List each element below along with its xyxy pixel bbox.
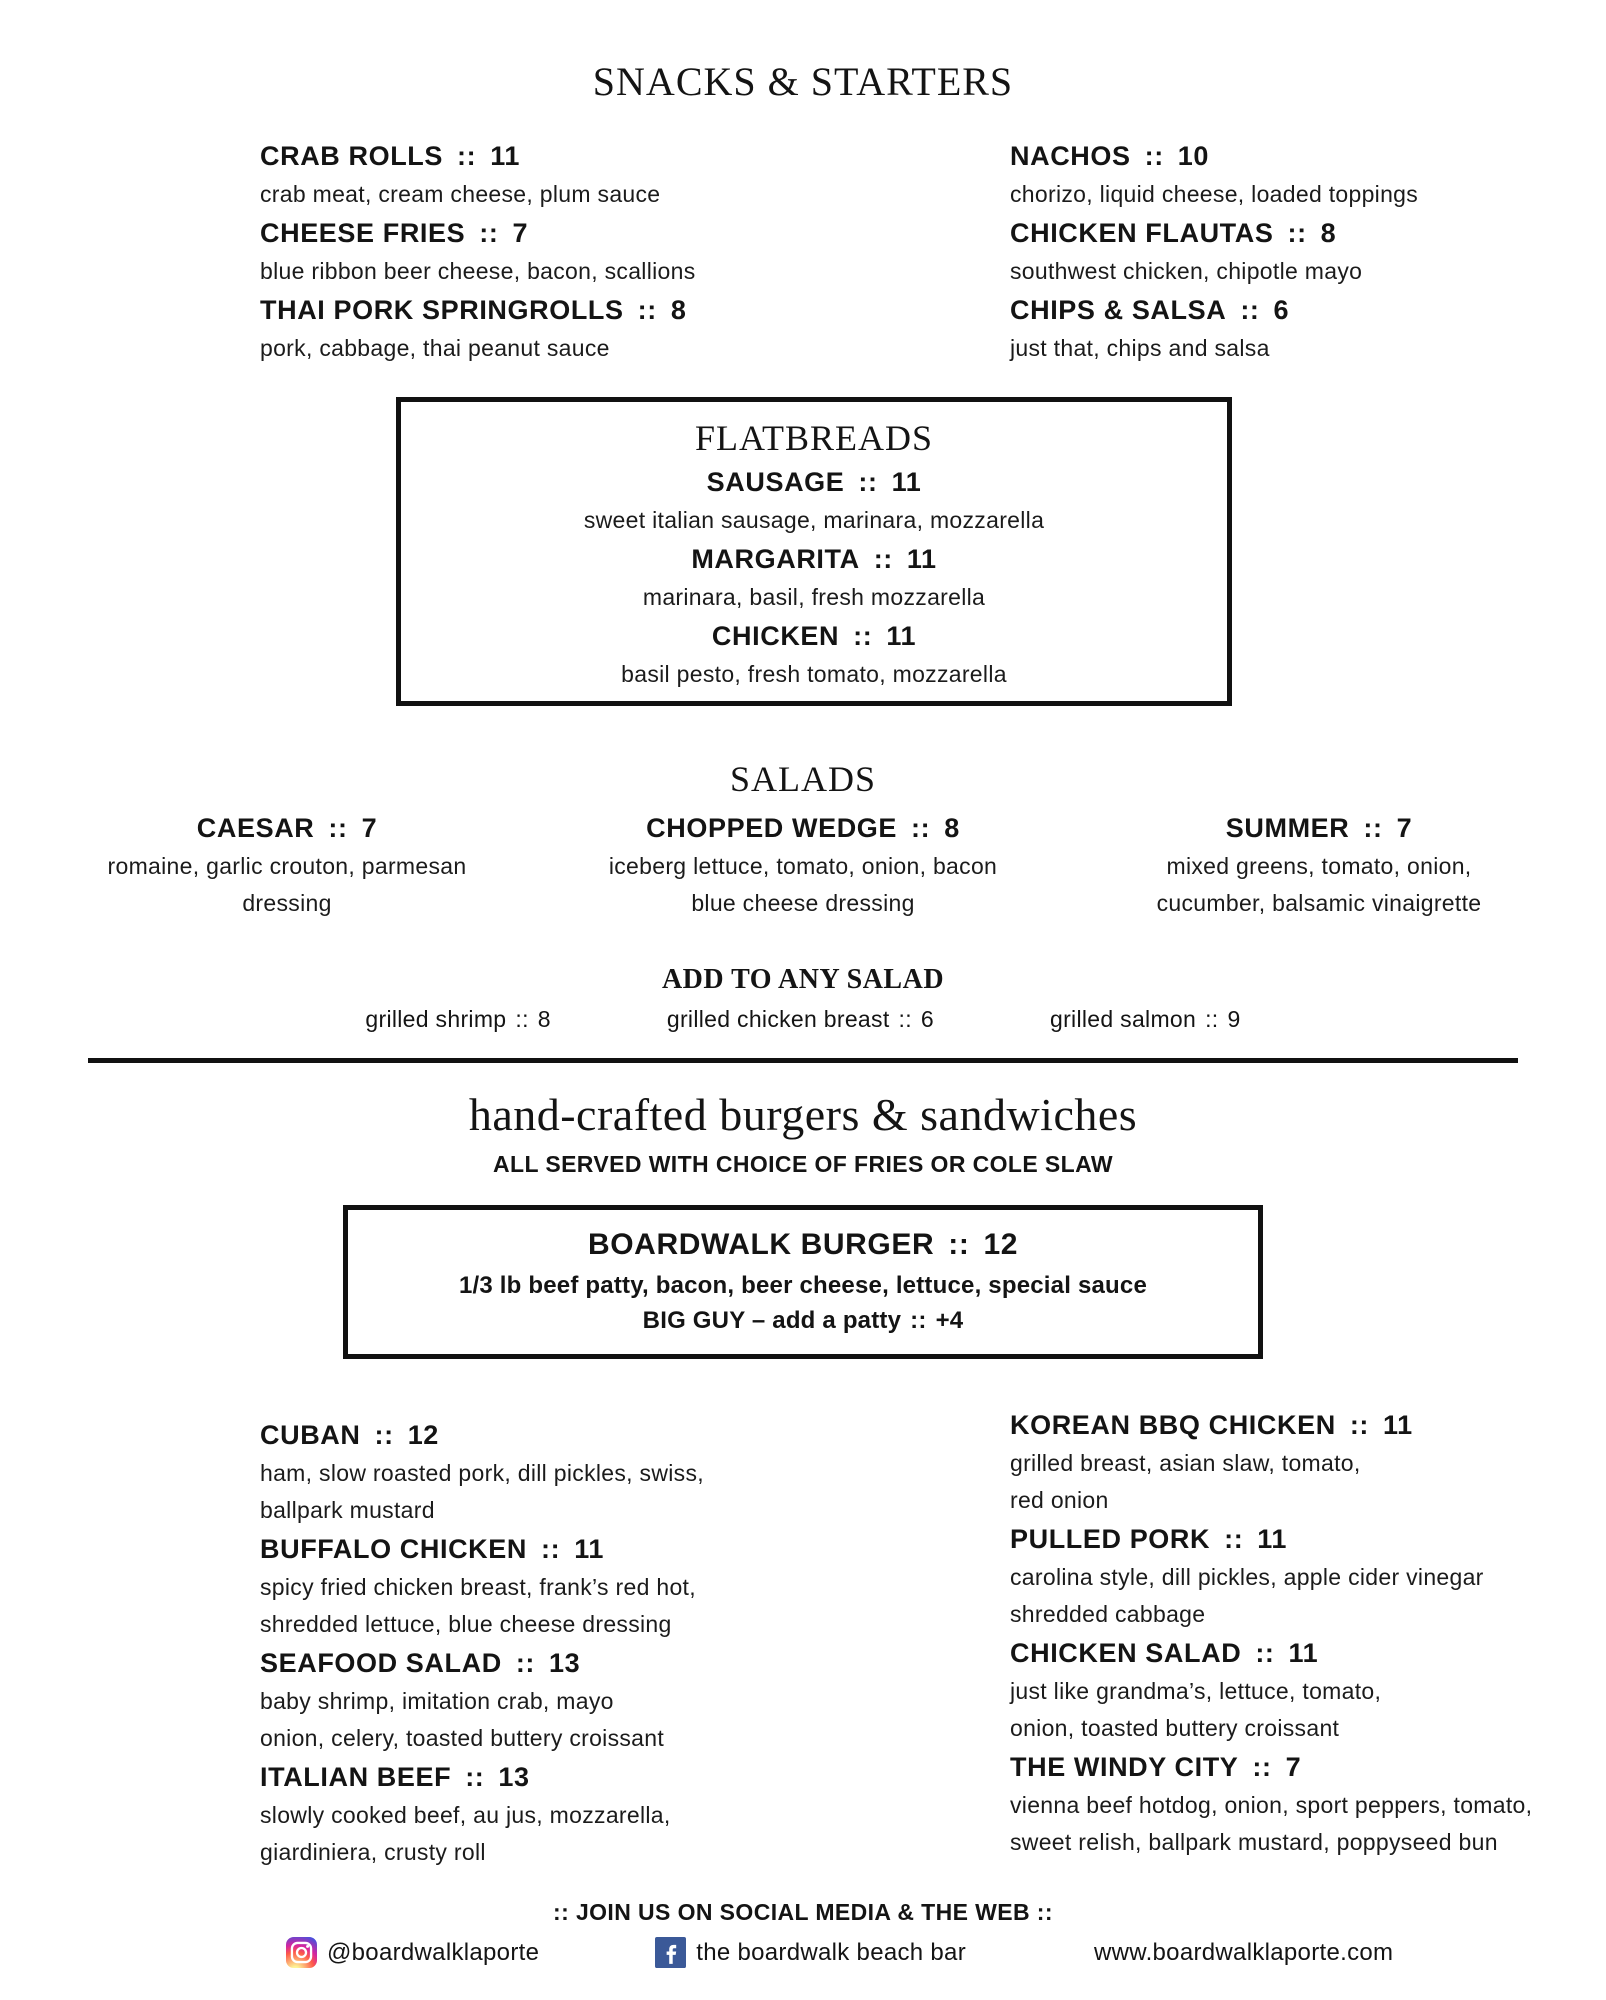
item-title: BUFFALO CHICKEN <box>260 1534 527 1564</box>
menu-item <box>260 1643 1010 1757</box>
section-title-burgers: hand-crafted burgers & sandwiches <box>468 1089 1138 1140</box>
item-price: 11 <box>906 544 937 574</box>
item-price: 7 <box>1396 813 1413 843</box>
item-price: 13 <box>498 1762 530 1792</box>
price-separator: :: <box>1205 1006 1219 1032</box>
item-description-line: slowly cooked beef, au jus, mozzarella, <box>260 1802 671 1828</box>
addon-price: 6 <box>920 1006 934 1032</box>
menu-item <box>1010 1747 1606 1861</box>
item-price: 11 <box>886 621 917 651</box>
item-description-line: giardiniera, crusty roll <box>260 1839 486 1865</box>
item-title: SUMMER <box>1225 813 1350 843</box>
website-entry <box>1094 1939 1393 1967</box>
menu-item <box>1010 1519 1606 1633</box>
item-description-line: sweet relish, ballpark mustard, poppyseed bun <box>1010 1829 1498 1855</box>
instagram-entry <box>286 1937 539 1968</box>
addon-price: 8 <box>537 1006 551 1032</box>
item-description-line: red onion <box>1010 1487 1109 1513</box>
price-separator: :: <box>1240 295 1260 325</box>
item-description-line: shredded lettuce, blue cheese dressing <box>260 1611 672 1637</box>
item-price: 11 <box>891 467 922 497</box>
item-title: CHIPS & SALSA <box>1010 295 1227 325</box>
item-price: 8 <box>670 295 687 325</box>
price-separator: :: <box>1255 1638 1275 1668</box>
item-title: ITALIAN BEEF <box>260 1762 452 1792</box>
item-description-line: carolina style, dill pickles, apple cider vinegar <box>1010 1564 1484 1590</box>
item-description: basil pesto, fresh tomato, mozzarella <box>621 661 1007 687</box>
price-separator: :: <box>457 141 477 171</box>
item-price: 11 <box>1257 1524 1288 1554</box>
salad-addon <box>1050 1002 1241 1036</box>
item-title: NACHOS <box>1010 141 1131 171</box>
item-title: SEAFOOD SALAD <box>260 1648 502 1678</box>
price-separator: :: <box>479 218 499 248</box>
item-description: 1/3 lb beef patty, bacon, beer cheese, lettuce, special sauce <box>458 1272 1148 1299</box>
price-separator: :: <box>1252 1752 1272 1782</box>
addon-label: BIG GUY – add a patty <box>642 1307 902 1334</box>
price-separator: :: <box>374 1420 394 1450</box>
price-separator: :: <box>515 1648 535 1678</box>
footer-social-row <box>0 1937 1606 1968</box>
price-separator: :: <box>515 1006 529 1032</box>
instagram-icon <box>286 1937 317 1968</box>
menu-item <box>260 136 1010 213</box>
price-separator: :: <box>910 1307 927 1334</box>
menu-item <box>260 213 1010 290</box>
item-price: 7 <box>1285 1752 1302 1782</box>
facebook-page-name: the boardwalk beach bar <box>696 1938 966 1966</box>
section-title-salads: SALADS <box>729 759 877 799</box>
item-title: CHICKEN FLAUTAS <box>1010 218 1274 248</box>
item-description: chorizo, liquid cheese, loaded toppings <box>1010 181 1419 207</box>
item-title: THE WINDY CITY <box>1010 1752 1239 1782</box>
item-title: CHICKEN <box>711 621 840 651</box>
price-separator: :: <box>1287 218 1307 248</box>
item-title: CRAB ROLLS <box>260 141 443 171</box>
item-description-line: ham, slow roasted pork, dill pickles, swiss, <box>260 1460 704 1486</box>
item-price: 8 <box>944 813 960 843</box>
item-description-line: just like grandma’s, lettuce, tomato, <box>1010 1678 1382 1704</box>
item-description: blue ribbon beer cheese, bacon, scallions <box>260 258 696 284</box>
price-separator: :: <box>911 813 931 843</box>
item-title: PULLED PORK <box>1010 1524 1211 1554</box>
website-url: www.boardwalklaporte.com <box>1094 1938 1394 1966</box>
menu-item <box>411 462 1217 539</box>
price-separator: :: <box>541 1534 561 1564</box>
menu-item <box>260 1529 1010 1643</box>
salad-addon <box>365 1002 550 1036</box>
item-price: 12 <box>983 1228 1019 1261</box>
item-description-line: romaine, garlic crouton, parmesan <box>107 853 467 879</box>
menu-item <box>260 290 1010 367</box>
item-title: CHOPPED WEDGE <box>646 813 897 843</box>
price-separator: :: <box>873 544 893 574</box>
facebook-entry <box>655 1937 966 1968</box>
item-description-line: onion, celery, toasted buttery croissant <box>260 1725 665 1751</box>
price-separator: :: <box>465 1762 485 1792</box>
item-description: sweet italian sausage, marinara, mozzarella <box>583 507 1045 533</box>
salad-addon <box>667 1002 934 1036</box>
item-title: CHICKEN SALAD <box>1010 1638 1242 1668</box>
addon-label: grilled salmon <box>1050 1006 1197 1032</box>
item-description-line: cucumber, balsamic vinaigrette <box>1156 890 1482 916</box>
item-price: 6 <box>1273 295 1290 325</box>
menu-item <box>411 616 1217 693</box>
price-separator: :: <box>853 621 873 651</box>
item-description-line: vienna beef hotdog, onion, sport peppers, tomato, <box>1010 1792 1533 1818</box>
instagram-handle: @boardwalklaporte <box>327 1938 540 1966</box>
item-title: MARGARITA <box>691 544 860 574</box>
menu-item <box>1010 290 1606 367</box>
menu-item <box>260 1415 1010 1529</box>
price-separator: :: <box>637 295 657 325</box>
item-title: SAUSAGE <box>706 467 845 497</box>
item-title: KOREAN BBQ CHICKEN <box>1010 1410 1336 1440</box>
item-description: crab meat, cream cheese, plum sauce <box>260 181 661 207</box>
menu-item <box>1010 136 1606 213</box>
item-description-line: mixed greens, tomato, onion, <box>1166 853 1472 879</box>
item-description-line: shredded cabbage <box>1010 1601 1206 1627</box>
menu-item <box>1010 1405 1606 1519</box>
item-description-line: onion, toasted buttery croissant <box>1010 1715 1340 1741</box>
section-divider <box>88 1058 1518 1063</box>
item-description-line: blue cheese dressing <box>691 890 915 916</box>
menu-item <box>1010 1633 1606 1747</box>
item-price: 11 <box>1383 1410 1413 1440</box>
section-title-flatbreads: FLATBREADS <box>694 418 934 458</box>
item-price: 10 <box>1177 141 1210 171</box>
price-separator: :: <box>1349 1410 1369 1440</box>
item-price: 8 <box>1320 218 1337 248</box>
price-separator: :: <box>948 1228 970 1261</box>
item-description: southwest chicken, chipotle mayo <box>1010 258 1363 284</box>
item-description-line: grilled breast, asian slaw, tomato, <box>1010 1450 1361 1476</box>
item-description: pork, cabbage, thai peanut sauce <box>260 335 610 361</box>
sandwiches-left-column <box>260 1415 1010 1871</box>
starters-right-column <box>1010 136 1606 367</box>
salads-row <box>0 808 1606 922</box>
item-price: 13 <box>549 1648 581 1678</box>
item-description: just that, chips and salsa <box>1010 335 1270 361</box>
price-separator: :: <box>328 813 348 843</box>
addon-label: grilled chicken breast <box>666 1006 890 1032</box>
burgers-subtitle: ALL SERVED WITH CHOICE OF FRIES OR COLE SLAW <box>493 1151 1113 1177</box>
starters-left-column <box>260 136 1010 367</box>
item-description-line: spicy fried chicken breast, frank’s red hot, <box>260 1574 696 1600</box>
flatbreads-box <box>396 397 1232 706</box>
facebook-icon <box>655 1937 686 1968</box>
item-price: 7 <box>361 813 378 843</box>
price-separator: :: <box>1144 141 1164 171</box>
price-separator: :: <box>1363 813 1383 843</box>
menu-item <box>411 539 1217 616</box>
item-price: 11 <box>1288 1638 1319 1668</box>
price-separator: :: <box>1224 1524 1244 1554</box>
price-separator: :: <box>858 467 878 497</box>
featured-burger-box <box>343 1205 1263 1359</box>
addon-price: +4 <box>935 1307 964 1334</box>
item-description-line: baby shrimp, imitation crab, mayo <box>260 1688 614 1714</box>
price-separator: :: <box>898 1006 912 1032</box>
starters-grid <box>0 136 1606 367</box>
item-description: marinara, basil, fresh mozzarella <box>642 584 986 610</box>
item-title: THAI PORK SPRINGROLLS <box>260 295 624 325</box>
item-description-line: iceberg lettuce, tomato, onion, bacon <box>608 853 998 879</box>
menu-item <box>69 808 505 922</box>
addon-label: grilled shrimp <box>365 1006 507 1032</box>
item-title: CAESAR <box>196 813 315 843</box>
salad-addons-title: ADD TO ANY SALAD <box>661 964 945 995</box>
item-title: BOARDWALK BURGER <box>587 1228 935 1261</box>
item-description-line: dressing <box>242 890 332 916</box>
item-description-line: ballpark mustard <box>260 1497 435 1523</box>
item-title: CUBAN <box>260 1420 361 1450</box>
menu-item <box>1010 213 1606 290</box>
salad-addons-row <box>0 1002 1606 1036</box>
menu-item <box>585 808 1021 922</box>
sandwiches-right-column <box>1010 1405 1606 1871</box>
item-price: 11 <box>574 1534 604 1564</box>
item-price: 7 <box>512 218 529 248</box>
addon-price: 9 <box>1227 1006 1241 1032</box>
item-price: 11 <box>490 141 520 171</box>
menu-item <box>1101 808 1537 922</box>
item-title: CHEESE FRIES <box>260 218 466 248</box>
item-price: 12 <box>407 1420 439 1450</box>
menu-item <box>260 1757 1010 1871</box>
section-title-snacks: SNACKS & STARTERS <box>592 59 1014 104</box>
footer-heading: :: JOIN US ON SOCIAL MEDIA & THE WEB :: <box>553 1899 1053 1925</box>
sandwiches-grid <box>0 1410 1606 1871</box>
